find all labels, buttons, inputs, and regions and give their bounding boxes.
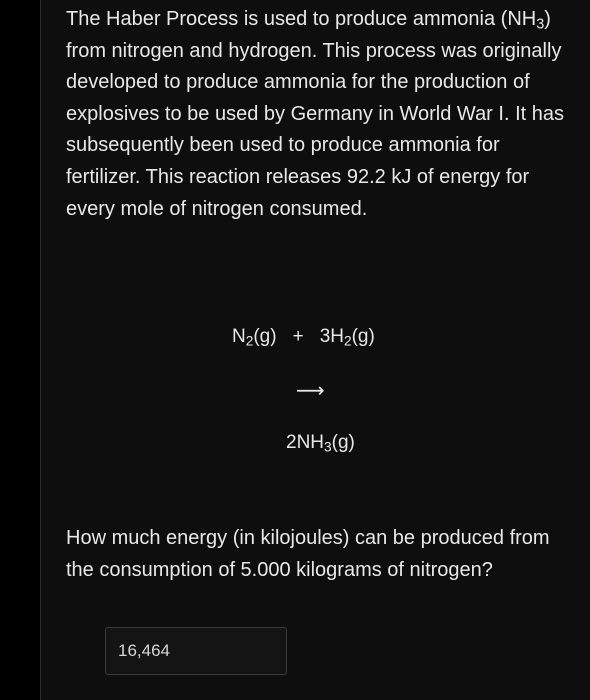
problem-nh3-subscript: 3 [536, 16, 545, 33]
problem-text-part2: ) from nitrogen and hydrogen. This process was originally developed to produce ammonia for the production of explosives to be used by Germany in World War I. It has subsequently been used to produce ammonia for fertilizer. This reaction releases 92.2 kJ of energy for every mole of nitrogen consumed. [66, 8, 564, 220]
reactant-h-subscript: 2 [343, 333, 352, 349]
answer-input[interactable] [105, 627, 287, 675]
equation-plus: + [292, 326, 304, 347]
equation-products [286, 432, 355, 454]
reactant-n-subscript: 2 [245, 333, 254, 349]
reactant-h: 3H [319, 326, 344, 347]
question-text: How much energy (in kilojoules) can be produced from the consumption of 5.000 kilograms of nitrogen? [66, 527, 550, 581]
reactant-h-state: (g) [351, 326, 375, 347]
problem-text-part1: The Haber Process is used to produce ammonia (NH [66, 8, 537, 30]
equation-reactants [232, 326, 375, 348]
product-nh-subscript: 3 [324, 439, 332, 455]
reactant-n-state: (g) [253, 326, 277, 347]
product-nh-state: (g) [331, 432, 355, 453]
product-nh: 2NH [286, 432, 325, 453]
reactant-n: N [232, 326, 246, 347]
problem-description [66, 4, 566, 225]
reaction-arrow: ⟶ [296, 380, 325, 402]
